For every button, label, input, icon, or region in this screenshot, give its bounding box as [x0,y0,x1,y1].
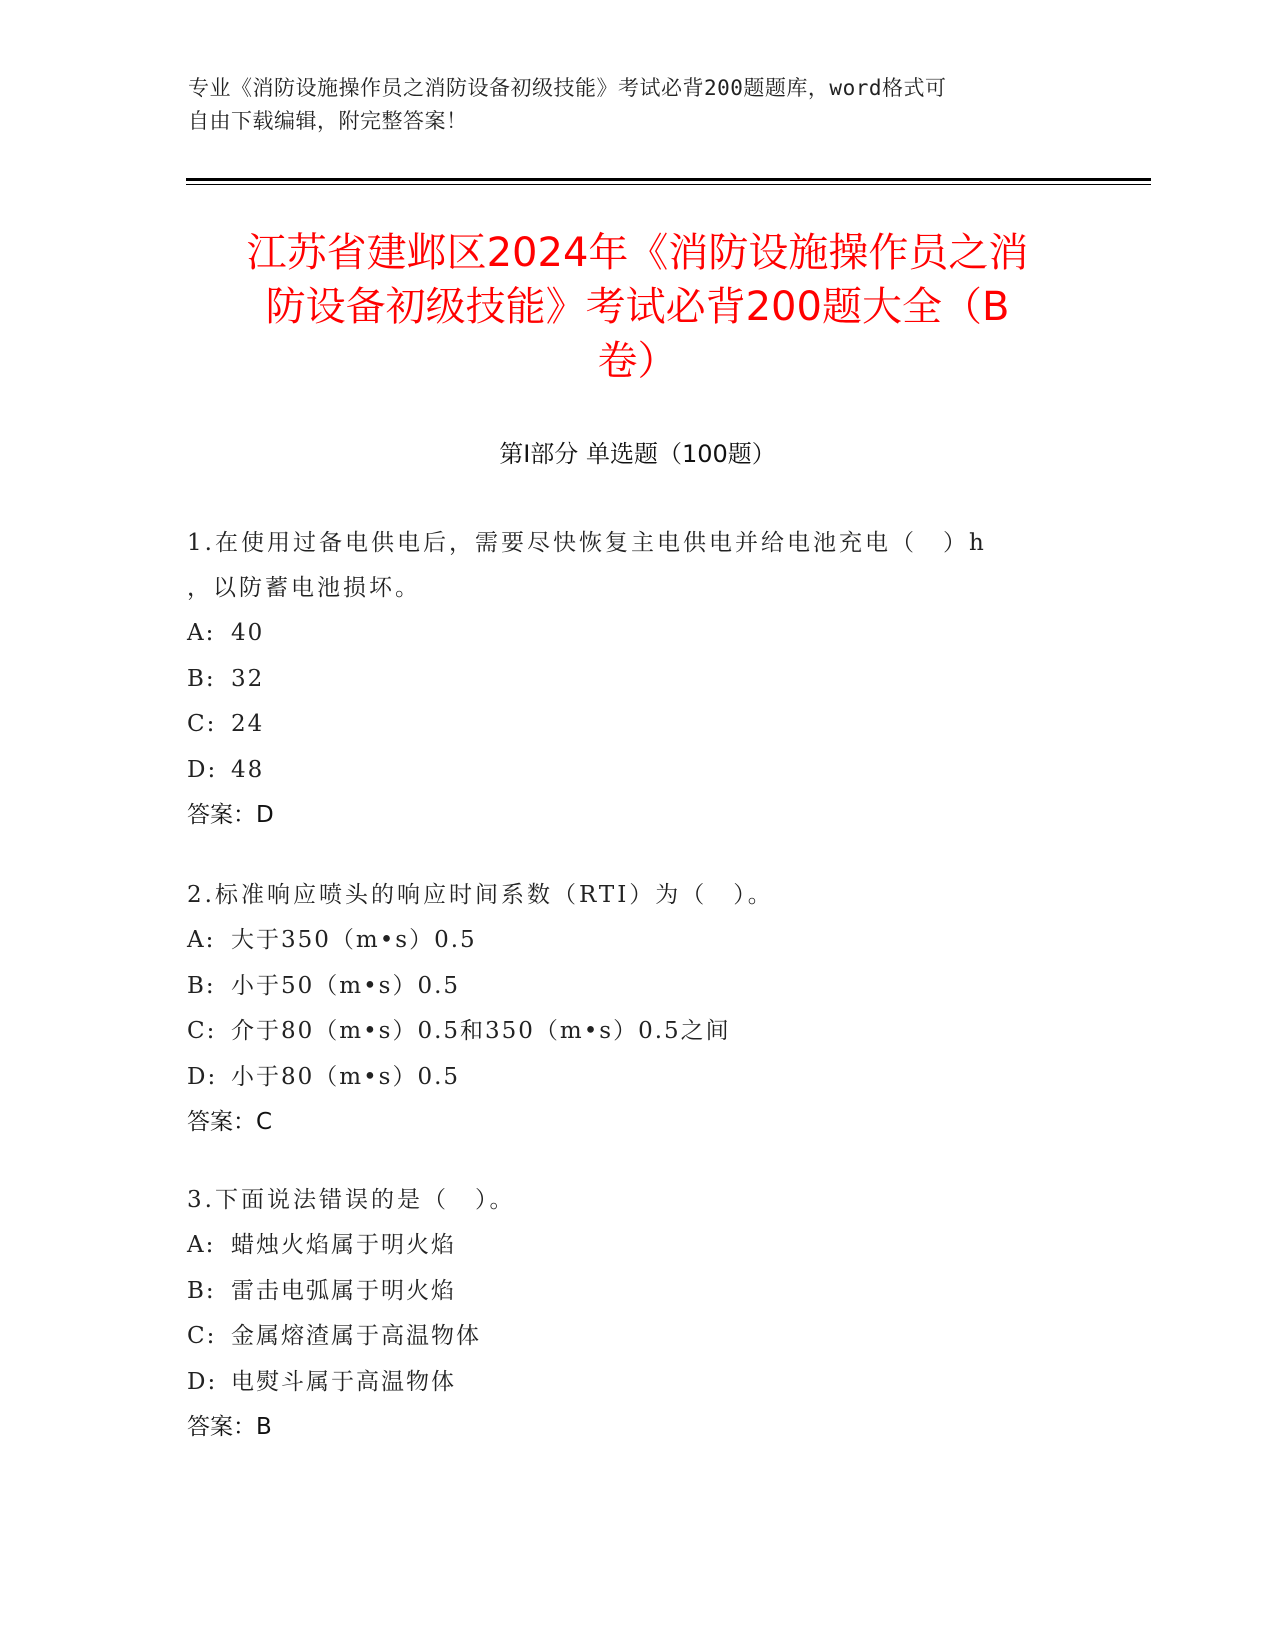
option-letter: A: [187,620,216,646]
option-d [187,1360,1087,1406]
option-text: 小于50（m•s）0.5 [231,972,461,999]
document-title-line-3: 卷） [597,338,678,384]
question-stem-line-2: ，以防蓄电池损坏。 [187,575,421,601]
option-b [187,1269,1087,1315]
header-divider-thin [186,184,1151,185]
option-d [187,748,1087,794]
option-text: 24 [231,711,265,737]
option-a [187,1223,1087,1269]
answer-line: 答案：D [187,802,274,828]
option-a [187,918,1087,964]
document-title-line-2: 防设备初级技能》考试必背200题大全（B [265,284,1010,330]
option-text: 48 [231,756,265,783]
question-stem-line-1: 1.在使用过备电供电后，需要尽快恢复主电供电并给电池充电（ ）h [187,530,987,556]
option-letter: D: [187,1063,218,1090]
option-d [187,1055,1087,1101]
option-letter: A: [187,1232,216,1258]
option-b [187,657,1087,703]
header-divider-thick [186,178,1151,181]
option-letter: B: [187,972,216,999]
document-title-line-1: 江苏省建邺区2024年《消防设施操作员之消 [246,230,1029,276]
option-b [187,964,1087,1010]
option-text: 雷击电弧属于明火焰 [231,1277,456,1304]
question-stem-line-1: 2.标准响应喷头的响应时间系数（RTI）为（ ）。 [187,882,774,908]
question-2 [187,873,1087,1145]
section-heading: 第I部分 单选题（100题） [499,440,776,468]
option-text: 40 [231,620,265,646]
question-3 [187,1178,1087,1450]
answer-line: 答案：B [187,1414,272,1440]
answer-line: 答案：C [187,1109,273,1135]
option-letter: D: [187,756,218,783]
option-c [187,1314,1087,1360]
option-letter: A: [187,927,216,953]
option-text: 大于350（m•s）0.5 [231,927,477,953]
option-text: 32 [231,665,265,692]
option-letter: C: [187,1018,217,1044]
option-letter: C: [187,1323,217,1349]
question-stem-line-1: 3.下面说法错误的是（ ）。 [187,1187,516,1213]
option-letter: D: [187,1368,218,1395]
header-note-line-2: 自由下载编辑，附完整答案！ [188,109,468,133]
option-text: 介于80（m•s）0.5和350（m•s）0.5之间 [231,1018,731,1044]
option-text: 电熨斗属于高温物体 [231,1368,456,1395]
option-a [187,611,1087,657]
document-title [180,226,1095,388]
option-text: 小于80（m•s）0.5 [231,1063,461,1090]
option-letter: B: [187,665,216,692]
option-letter: B: [187,1277,216,1304]
option-c [187,702,1087,748]
question-1 [187,521,1087,838]
option-letter: C: [187,711,217,737]
option-text: 金属熔渣属于高温物体 [231,1323,481,1349]
header-note-line-1: 专业《消防设施操作员之消防设备初级技能》考试必背200题题库，word格式可 [188,76,947,100]
header-note [188,72,1068,138]
option-text: 蜡烛火焰属于明火焰 [231,1232,456,1258]
option-c [187,1009,1087,1055]
